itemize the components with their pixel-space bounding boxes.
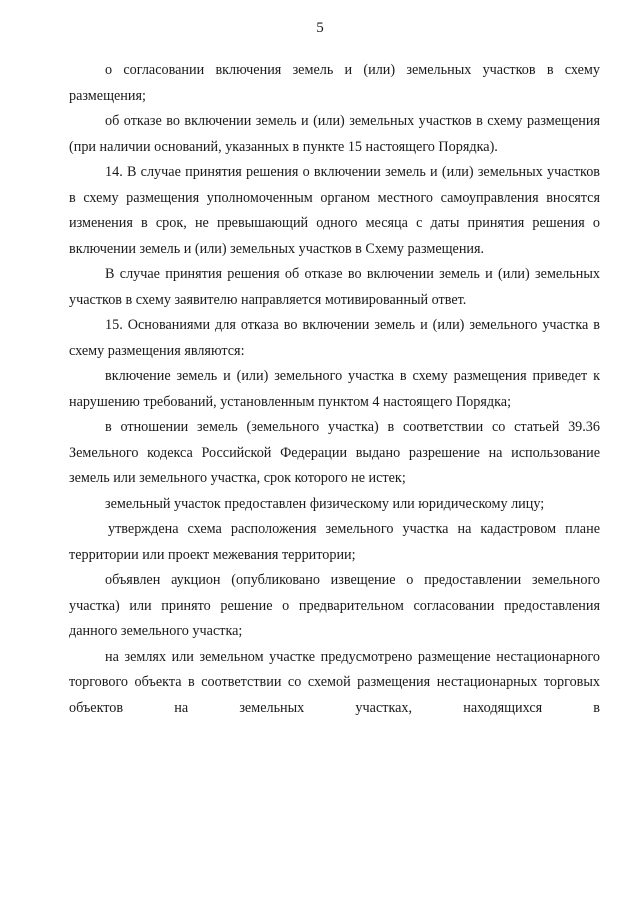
document-body (69, 58, 600, 721)
paragraph-refusal-option: об отказе во включении земель и (или) земельных участков в схему размещения (при наличии оснований, указанных в пункте 15 настоящего Порядка). (69, 113, 600, 155)
paragraph-reason-scheme-approved: утверждена схема расположения земельного участка на кадастровом плане территории или проект межевания территории; (69, 521, 600, 563)
paragraph-refusal-response: В случае принятия решения об отказе во включении земель и (или) земельных участков в схему заявителю направляется мотивированный ответ. (69, 266, 600, 308)
paragraph-clause-15: 15. Основаниями для отказа во включении земель и (или) земельного участка в схему размещения являются: (69, 317, 600, 359)
page-number: 5 (316, 20, 324, 36)
paragraph-approval-option: о согласовании включения земель и (или) земельных участков в схему размещения; (69, 62, 600, 104)
paragraph-reason-nonstationary: на землях или земельном участке предусмотрено размещение нестационарного торгового объекта в соответствии со схемой размещения нестационарных торговых объектов на земельных участках, находящихся в (69, 648, 600, 716)
paragraph-reason-provided: земельный участок предоставлен физическому или юридическому лицу; (105, 495, 545, 512)
paragraph-reason-permit: в отношении земель (земельного участка) в соответствии со статьей 39.36 Земельного кодекса Российской Федерации выдано разрешение на использование земель или земельного участка, срок которого не истек; (69, 419, 600, 486)
paragraph-clause-14: 14. В случае принятия решения о включении земель и (или) земельных участков в схему размещения уполномоченным органом местного самоуправления вносятся изменения в срок, не превышающий одного месяца с даты принятия решения о включении земель и (или) земельных участков в Схему размещения. (69, 164, 600, 257)
paragraph-reason-auction: объявлен аукцион (опубликовано извещение о предоставлении земельного участка) или принято решение о предварительном согласовании предоставления данного земельного участка; (69, 572, 600, 639)
paragraph-reason-requirements: включение земель и (или) земельного участка в схему размещения приведет к нарушению требований, установленным пунктом 4 настоящего Порядка; (69, 368, 600, 410)
